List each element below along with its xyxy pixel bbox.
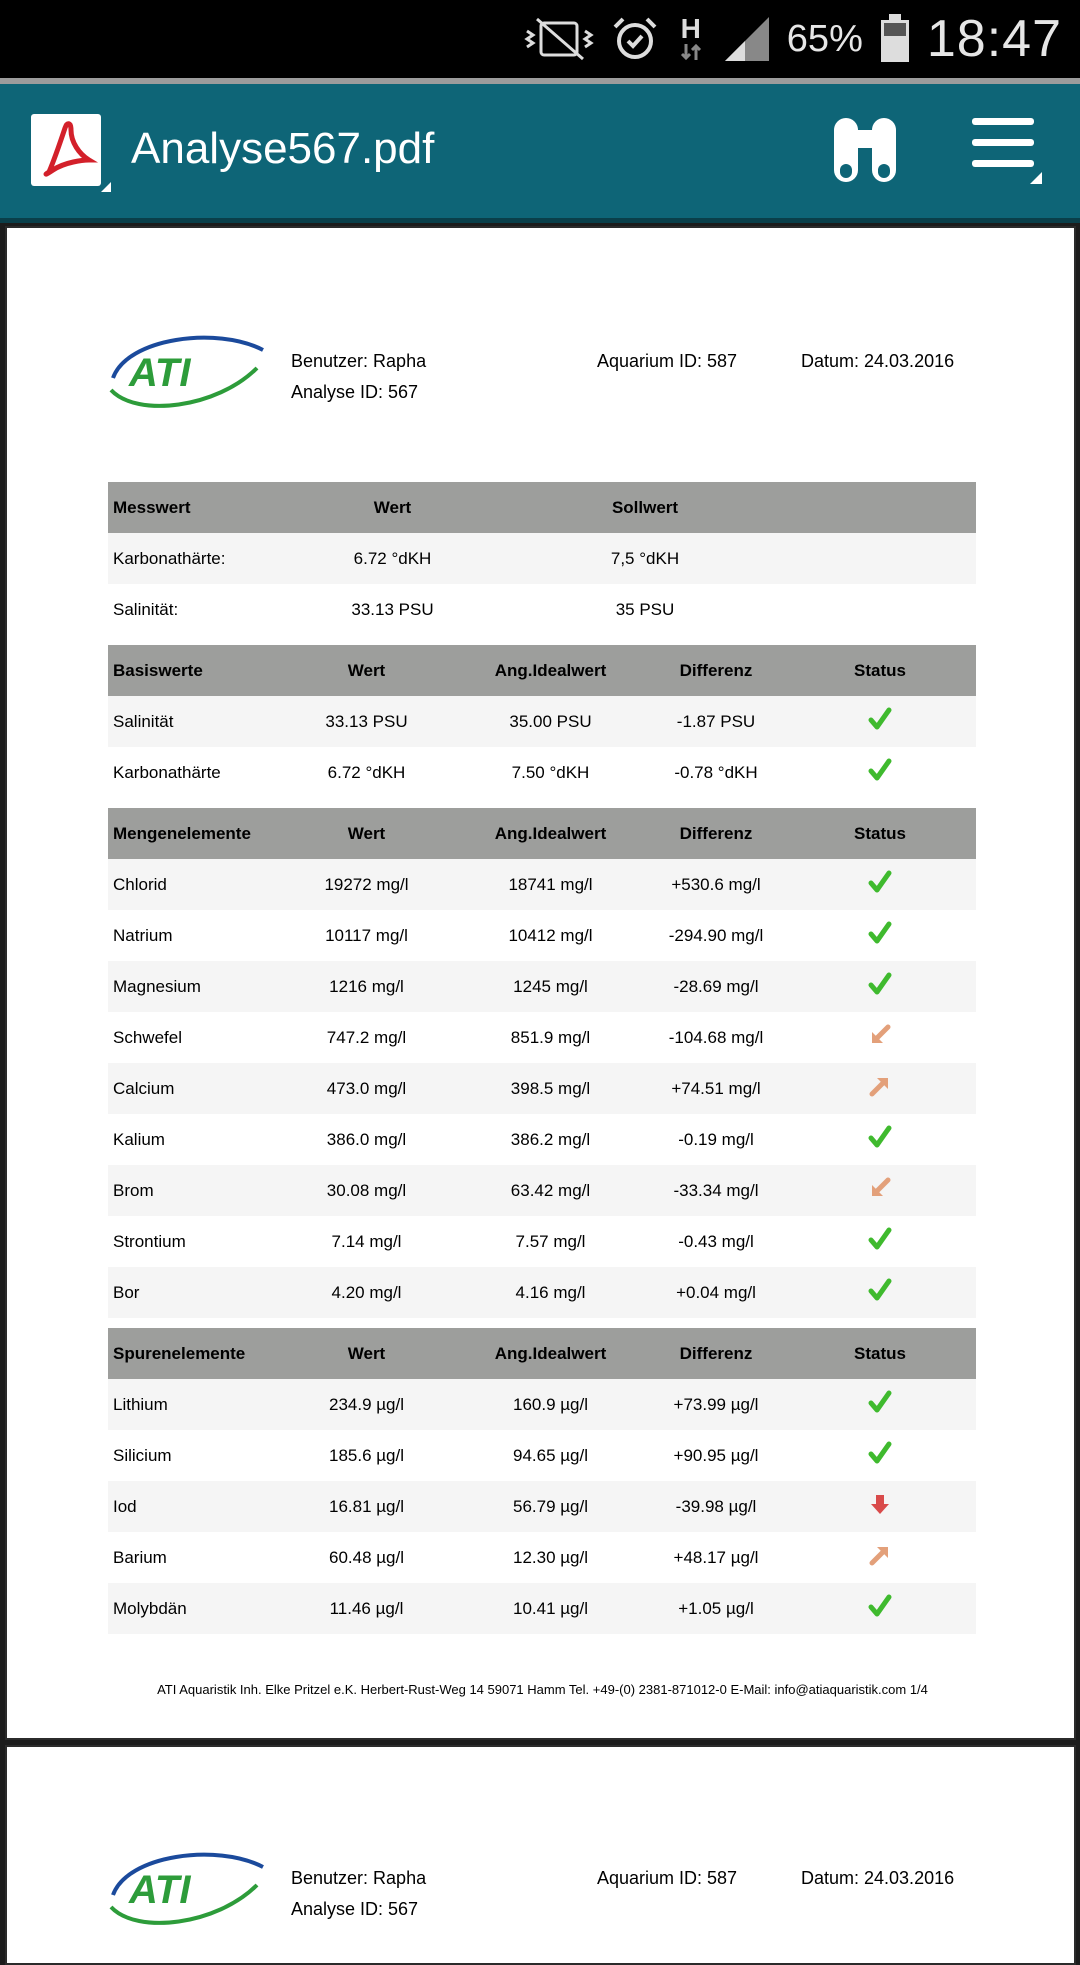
table-cell: Kalium [108, 1114, 280, 1165]
table-header-row [108, 645, 976, 696]
status-cell [784, 1012, 976, 1063]
arrow-down-left-icon [869, 1024, 891, 1051]
table-cell: 35.00 PSU [453, 696, 648, 747]
messwert-table [108, 482, 976, 635]
check-icon [868, 707, 892, 736]
column-header: Mengenelemente [108, 808, 280, 859]
battery-percent: 65% [786, 17, 863, 60]
status-cell [784, 1481, 976, 1532]
table-cell: Molybdän [108, 1583, 280, 1634]
battery-icon [879, 14, 911, 64]
analysis-id-label: Analyse ID: 567 [291, 382, 419, 402]
table-cell: Calcium [108, 1063, 280, 1114]
table-row [108, 1012, 976, 1063]
table-row [108, 1267, 976, 1318]
table-cell: 7.50 °dKH [453, 747, 648, 798]
table-cell: Chlorid [108, 859, 280, 910]
check-icon [868, 1125, 892, 1154]
table-cell: -104.68 mg/l [648, 1012, 784, 1063]
table-cell: Karbonathärte: [108, 533, 280, 584]
ati-logo [107, 1845, 267, 1930]
table-cell: 6.72 °dKH [280, 533, 505, 584]
table-row [108, 584, 976, 635]
table-row [108, 747, 976, 798]
arrow-down-left-icon [869, 1177, 891, 1204]
table-row [108, 1532, 976, 1583]
table-cell: 35 PSU [505, 584, 785, 635]
table-cell: +530.6 mg/l [648, 859, 784, 910]
clock: 18:47 [926, 10, 1062, 68]
table-row [108, 859, 976, 910]
status-cell [784, 961, 976, 1012]
column-header: Messwert [108, 482, 280, 533]
table-row [108, 1379, 976, 1430]
column-header-empty [785, 482, 976, 533]
column-header: Wert [280, 645, 453, 696]
table-row [108, 1430, 976, 1481]
table-cell: 1245 mg/l [453, 961, 648, 1012]
table-cell: Salinität [108, 696, 280, 747]
column-header: Wert [280, 1328, 453, 1379]
table-row [108, 533, 976, 584]
table-cell: 11.46 µg/l [280, 1583, 453, 1634]
table-header-row [108, 1328, 976, 1379]
status-cell [784, 1379, 976, 1430]
table-cell: 18741 mg/l [453, 859, 648, 910]
table-cell: +74.51 mg/l [648, 1063, 784, 1114]
signal-icon [723, 15, 771, 63]
pdf-page-1[interactable] [5, 226, 1076, 1740]
table-header-row [108, 482, 976, 533]
check-icon [868, 921, 892, 950]
check-icon [868, 1594, 892, 1623]
table-cell: -294.90 mg/l [648, 910, 784, 961]
table-cell: 160.9 µg/l [453, 1379, 648, 1430]
table-cell: 12.30 µg/l [453, 1532, 648, 1583]
table-cell: Strontium [108, 1216, 280, 1267]
table-cell: Salinität: [108, 584, 280, 635]
table-row [108, 1165, 976, 1216]
table-cell: Schwefel [108, 1012, 280, 1063]
table-cell: -0.78 °dKH [648, 747, 784, 798]
table-cell: 30.08 mg/l [280, 1165, 453, 1216]
column-header: Status [784, 1328, 976, 1379]
table-cell-empty [785, 584, 976, 635]
status-cell [784, 747, 976, 798]
table-row [108, 961, 976, 1012]
table-cell: Barium [108, 1532, 280, 1583]
page-footer: ATI Aquaristik Inh. Elke Pritzel e.K. Herbert-Rust-Weg 14 59071 Hamm Tel. +49-(0) 2381-871012-0 E-Mail: info@atiaquaristik.com 1/4 [157, 1682, 928, 1697]
table-cell: -33.34 mg/l [648, 1165, 784, 1216]
column-header: Ang.Idealwert [453, 1328, 648, 1379]
table-cell: 185.6 µg/l [280, 1430, 453, 1481]
menu-corner [1030, 172, 1042, 184]
check-icon [868, 1227, 892, 1256]
table-cell: 234.9 µg/l [280, 1379, 453, 1430]
pdf-app-icon[interactable] [31, 114, 101, 186]
status-cell [784, 1114, 976, 1165]
table-row [108, 1114, 976, 1165]
table-cell: Karbonathärte [108, 747, 280, 798]
table-row [108, 1063, 976, 1114]
column-header: Ang.Idealwert [453, 645, 648, 696]
aquarium-id-label: Aquarium ID: 587 [597, 351, 738, 371]
table-row [108, 1481, 976, 1532]
vibrate-mute-icon [523, 17, 595, 61]
table-cell: 7.14 mg/l [280, 1216, 453, 1267]
table-cell: 7,5 °dKH [505, 533, 785, 584]
table-cell: 398.5 mg/l [453, 1063, 648, 1114]
table-cell: 851.9 mg/l [453, 1012, 648, 1063]
status-cell [784, 1216, 976, 1267]
date-label: Datum: 24.03.2016 [801, 351, 955, 371]
aquarium-id-label: Aquarium ID: 587 [597, 1868, 738, 1888]
table-cell: -39.98 µg/l [648, 1481, 784, 1532]
column-header: Status [784, 808, 976, 859]
table-cell: Silicium [108, 1430, 280, 1481]
status-cell [784, 1583, 976, 1634]
status-cell [784, 1267, 976, 1318]
table-cell: 4.20 mg/l [280, 1267, 453, 1318]
column-header: Spurenelemente [108, 1328, 280, 1379]
arrow-up-right-icon [869, 1075, 891, 1102]
table-cell: +90.95 µg/l [648, 1430, 784, 1481]
check-icon [868, 1278, 892, 1307]
column-header: Status [784, 645, 976, 696]
app-bar [0, 84, 1080, 218]
table-cell: +0.04 mg/l [648, 1267, 784, 1318]
arrow-up-right-icon [869, 1544, 891, 1571]
arrow-down-icon [869, 1493, 891, 1520]
svg-text:ATI: ATI [129, 1868, 191, 1912]
column-header: Basiswerte [108, 645, 280, 696]
analysis-id-label: Analyse ID: 567 [291, 1899, 419, 1919]
table-cell: 10412 mg/l [453, 910, 648, 961]
svg-text:ATI: ATI [129, 351, 191, 395]
table-cell: 6.72 °dKH [280, 747, 453, 798]
user-label: Benutzer: Rapha [291, 351, 427, 371]
check-icon [868, 1390, 892, 1419]
alarm-icon [611, 15, 659, 63]
table-cell: -1.87 PSU [648, 696, 784, 747]
date-label: Datum: 24.03.2016 [801, 1868, 955, 1888]
column-header: Differenz [648, 1328, 784, 1379]
table-row [108, 1216, 976, 1267]
status-cell [784, 696, 976, 747]
check-icon [868, 758, 892, 787]
table-cell: 386.0 mg/l [280, 1114, 453, 1165]
table-cell: 10.41 µg/l [453, 1583, 648, 1634]
table-cell: 56.79 µg/l [453, 1481, 648, 1532]
basiswerte-table [108, 645, 976, 798]
table-cell: 386.2 mg/l [453, 1114, 648, 1165]
table-cell: -0.43 mg/l [648, 1216, 784, 1267]
table-cell: 19272 mg/l [280, 859, 453, 910]
table-cell: 1216 mg/l [280, 961, 453, 1012]
table-cell: Natrium [108, 910, 280, 961]
status-cell [784, 1430, 976, 1481]
status-bar [0, 0, 1080, 78]
pdf-page-2[interactable] [5, 1745, 1076, 1965]
table-cell: 7.57 mg/l [453, 1216, 648, 1267]
table-cell: +48.17 µg/l [648, 1532, 784, 1583]
status-cell [784, 859, 976, 910]
table-cell: 60.48 µg/l [280, 1532, 453, 1583]
table-row [108, 910, 976, 961]
table-cell: 16.81 µg/l [280, 1481, 453, 1532]
spurenelemente-table [108, 1328, 976, 1634]
app-bar-shadow [0, 218, 1080, 223]
table-cell: Lithium [108, 1379, 280, 1430]
check-icon [868, 972, 892, 1001]
table-cell: 63.42 mg/l [453, 1165, 648, 1216]
table-row [108, 696, 976, 747]
network-type-icon: H [675, 16, 707, 62]
check-icon [868, 1441, 892, 1470]
table-cell: Brom [108, 1165, 280, 1216]
binoculars-icon [830, 114, 900, 186]
status-cell [784, 910, 976, 961]
status-cell [784, 1063, 976, 1114]
check-icon [868, 870, 892, 899]
table-cell: -0.19 mg/l [648, 1114, 784, 1165]
column-header: Differenz [648, 808, 784, 859]
app-icon-corner [101, 182, 111, 192]
table-cell: +73.99 µg/l [648, 1379, 784, 1430]
find-button[interactable] [830, 114, 900, 186]
column-header: Wert [280, 808, 453, 859]
ati-logo [107, 328, 267, 413]
table-cell: 94.65 µg/l [453, 1430, 648, 1481]
table-cell: Iod [108, 1481, 280, 1532]
table-cell-empty [785, 533, 976, 584]
hamburger-menu-icon [972, 118, 1044, 167]
table-cell: 4.16 mg/l [453, 1267, 648, 1318]
status-cell [784, 1532, 976, 1583]
status-cell [784, 1165, 976, 1216]
column-header: Differenz [648, 645, 784, 696]
column-header: Sollwert [505, 482, 785, 533]
document-title: Analyse567.pdf [131, 124, 435, 173]
table-cell: -28.69 mg/l [648, 961, 784, 1012]
table-row [108, 1583, 976, 1634]
table-header-row [108, 808, 976, 859]
table-cell: 33.13 PSU [280, 584, 505, 635]
column-header: Ang.Idealwert [453, 808, 648, 859]
user-label: Benutzer: Rapha [291, 1868, 427, 1888]
table-cell: Bor [108, 1267, 280, 1318]
table-cell: 473.0 mg/l [280, 1063, 453, 1114]
table-cell: 747.2 mg/l [280, 1012, 453, 1063]
table-cell: 33.13 PSU [280, 696, 453, 747]
table-cell: 10117 mg/l [280, 910, 453, 961]
table-cell: Magnesium [108, 961, 280, 1012]
column-header: Wert [280, 482, 505, 533]
table-cell: +1.05 µg/l [648, 1583, 784, 1634]
mengenelemente-table [108, 808, 976, 1318]
